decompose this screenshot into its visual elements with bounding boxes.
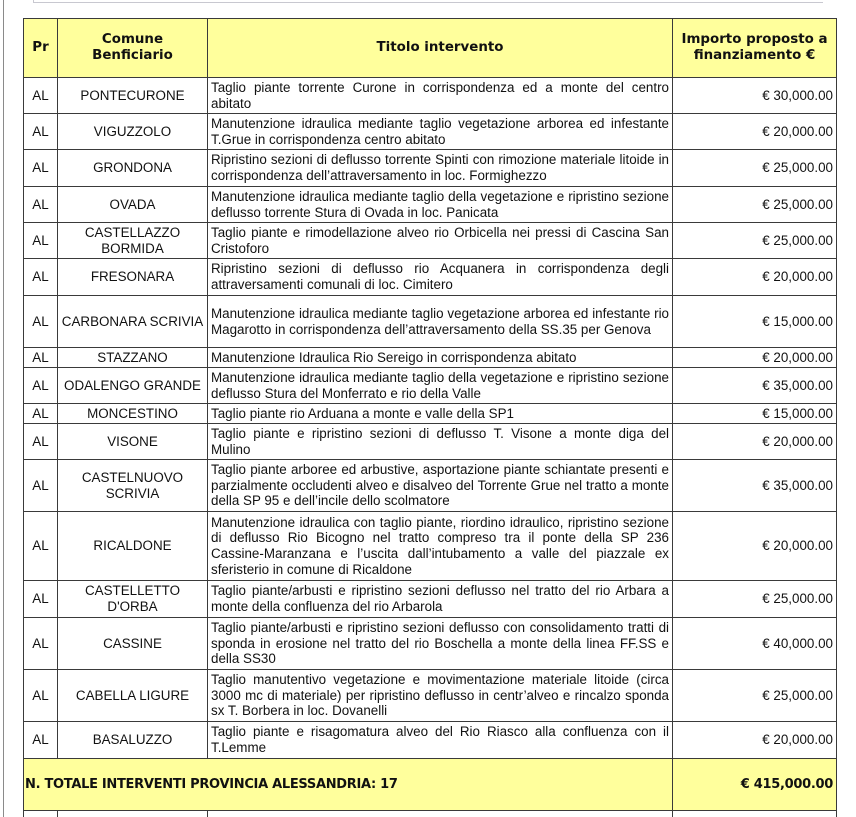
cell-importo: € 30,000.00 xyxy=(673,78,837,114)
table-body xyxy=(24,78,837,817)
cell-comune: MONCESTINO xyxy=(58,404,208,424)
cell-titolo: Taglio piante/arbusti e ripristino sezioni deflusso nel tratto del rio Arbara a monte della confluenza del rio Arbarola xyxy=(208,581,673,618)
cell-importo: € 40,000.00 xyxy=(673,618,837,670)
cell-pr: AL xyxy=(24,512,58,581)
cell-titolo: Manutenzione idraulica mediante taglio vegetazione arborea ed infestante T.Grue in corrispondenza centro abitato xyxy=(208,114,673,150)
cell-pr: AL xyxy=(24,424,58,460)
cell-comune: CABELLA LIGURE xyxy=(58,670,208,722)
table-row xyxy=(24,460,837,512)
cell-importo: € 20,000.00 xyxy=(673,722,837,759)
cell-pr: AL xyxy=(24,348,58,368)
cell-pr: AL xyxy=(24,404,58,424)
cell-comune: VISONE xyxy=(58,424,208,460)
cell-importo: € 25,000.00 xyxy=(673,670,837,722)
cell-titolo: Manutenzione idraulica mediante taglio della vegetazione e ripristino sezione deflusso torrente Stura di Ovada in loc. Panicata xyxy=(208,187,673,223)
column-header-importo: Importo proposto a finanziamento € xyxy=(673,19,837,78)
cell-titolo: Taglio piante rio Arduana a monte e valle della SP1 xyxy=(208,404,673,424)
cell-pr: AL xyxy=(24,581,58,618)
cell-comune: BASALUZZO xyxy=(58,722,208,759)
cell-pr: AL xyxy=(24,187,58,223)
cell-importo: € 20,000.00 xyxy=(673,424,837,460)
column-header-comune: Comune Benficiario xyxy=(58,19,208,78)
cell-comune: CASTELNUOVO SCRIVIA xyxy=(58,460,208,512)
cell-empty xyxy=(58,811,208,817)
table-row xyxy=(24,512,837,581)
table-row xyxy=(24,223,837,259)
table-row xyxy=(24,296,837,348)
table-row xyxy=(24,348,837,368)
cell-comune: PONTECURONE xyxy=(58,78,208,114)
cell-titolo: Taglio piante e risagomatura alveo del Rio Riasco alla confluenza con il T.Lemme xyxy=(208,722,673,759)
table-row xyxy=(24,259,837,296)
cell-pr: AL xyxy=(24,296,58,348)
table-row xyxy=(24,187,837,223)
cell-pr: AL xyxy=(24,618,58,670)
cell-pr: AL xyxy=(24,78,58,114)
cell-titolo: Manutenzione Idraulica Rio Sereigo in corrispondenza abitato xyxy=(208,348,673,368)
cell-importo: € 25,000.00 xyxy=(673,187,837,223)
cell-titolo: Manutenzione idraulica mediante taglio vegetazione arborea ed infestante rio Magarotto in corrispondenza dell’attraversamento della SS.35 per Genova xyxy=(208,296,673,348)
cell-pr: AL xyxy=(24,223,58,259)
column-header-titolo: Titolo intervento xyxy=(208,19,673,78)
header-row xyxy=(24,19,837,78)
cell-importo: € 20,000.00 xyxy=(673,259,837,296)
table-row xyxy=(24,424,837,460)
cell-titolo: Taglio manutentivo vegetazione e movimentazione materiale litoide (circa 3000 mc di materiale) per ripristino deflusso in centr’alveo e rincalzo sponda sx T. Borbera in loc. Dovanelli xyxy=(208,670,673,722)
cell-pr: AL xyxy=(24,114,58,150)
cell-titolo: Manutenzione idraulica mediante taglio della vegetazione e ripristino sezione deflusso Stura del Monferrato e rio della Valle xyxy=(208,368,673,404)
cell-pr: AL xyxy=(24,670,58,722)
table-row xyxy=(24,722,837,759)
table-row xyxy=(24,114,837,150)
cell-comune: CASSINE xyxy=(58,618,208,670)
cell-importo: € 25,000.00 xyxy=(673,223,837,259)
cell-titolo: Ripristino sezioni di deflusso rio Acquanera in corrispondenza degli attraversamenti comunali di loc. Cimitero xyxy=(208,259,673,296)
cell-comune: GRONDONA xyxy=(58,150,208,187)
cell-titolo: Taglio piante torrente Curone in corrispondenza ed a monte del centro abitato xyxy=(208,78,673,114)
next-row-partial xyxy=(24,811,837,817)
table-row xyxy=(24,670,837,722)
cell-importo: € 20,000.00 xyxy=(673,348,837,368)
cell-comune: STAZZANO xyxy=(58,348,208,368)
table-row xyxy=(24,404,837,424)
cell-titolo: Manutenzione idraulica con taglio piante, riordino idraulico, ripristino sezione di deflusso Rio Bicogno nel tratto compreso tra il ponte della SP 236 Cassine-Maranzana e l’uscita dall’intubamento a valle del piazzale ex sferisterio in comune di Ricaldone xyxy=(208,512,673,581)
cell-empty xyxy=(208,811,673,817)
cell-pr: AL xyxy=(24,150,58,187)
table-row xyxy=(24,368,837,404)
cell-comune: FRESONARA xyxy=(58,259,208,296)
cell-empty xyxy=(24,811,58,817)
cell-importo: € 35,000.00 xyxy=(673,368,837,404)
page-top-border xyxy=(33,0,823,3)
cell-comune: CASTELLAZZO BORMIDA xyxy=(58,223,208,259)
table-row xyxy=(24,581,837,618)
cell-empty xyxy=(673,811,837,817)
cell-titolo: Taglio piante/arbusti e ripristino sezioni deflusso con consolidamento tratti di sponda in erosione nel tratto del rio Boschella a monte della linea FF.SS e della SS30 xyxy=(208,618,673,670)
total-amount: € 415,000.00 xyxy=(673,759,837,811)
table-row xyxy=(24,618,837,670)
cell-pr: AL xyxy=(24,368,58,404)
cell-titolo: Ripristino sezioni di deflusso torrente Spinti con rimozione materiale litoide in corrispondenza dell’attraversamento in loc. Formighezzo xyxy=(208,150,673,187)
cell-titolo: Taglio piante e ripristino sezioni di deflusso T. Visone a monte diga del Mulino xyxy=(208,424,673,460)
cell-importo: € 35,000.00 xyxy=(673,460,837,512)
cell-importo: € 20,000.00 xyxy=(673,114,837,150)
cell-importo: € 25,000.00 xyxy=(673,581,837,618)
cell-comune: ODALENGO GRANDE xyxy=(58,368,208,404)
total-row xyxy=(24,759,837,811)
cell-comune: OVADA xyxy=(58,187,208,223)
cell-importo: € 20,000.00 xyxy=(673,512,837,581)
cell-titolo: Taglio piante e rimodellazione alveo rio Orbicella nei pressi di Cascina San Cristoforo xyxy=(208,223,673,259)
cell-comune: VIGUZZOLO xyxy=(58,114,208,150)
cell-importo: € 15,000.00 xyxy=(673,296,837,348)
cell-comune: CARBONARA SCRIVIA xyxy=(58,296,208,348)
cell-comune: CASTELLETTO D'ORBA xyxy=(58,581,208,618)
column-header-pr: Pr xyxy=(24,19,58,78)
total-label: N. TOTALE INTERVENTI PROVINCIA ALESSANDRIA: 17 xyxy=(24,759,673,811)
table-row xyxy=(24,78,837,114)
cell-importo: € 25,000.00 xyxy=(673,150,837,187)
interventions-table xyxy=(23,18,837,817)
cell-importo: € 15,000.00 xyxy=(673,404,837,424)
cell-pr: AL xyxy=(24,722,58,759)
cell-pr: AL xyxy=(24,259,58,296)
page-left-border xyxy=(3,0,4,817)
cell-comune: RICALDONE xyxy=(58,512,208,581)
cell-titolo: Taglio piante arboree ed arbustive, asportazione piante schiantate presenti e parzialmente occludenti alveo e disalveo del Torrente Grue nel tratto a monte della SP 95 e dell’incile dello scolmatore xyxy=(208,460,673,512)
table-row xyxy=(24,150,837,187)
cell-pr: AL xyxy=(24,460,58,512)
